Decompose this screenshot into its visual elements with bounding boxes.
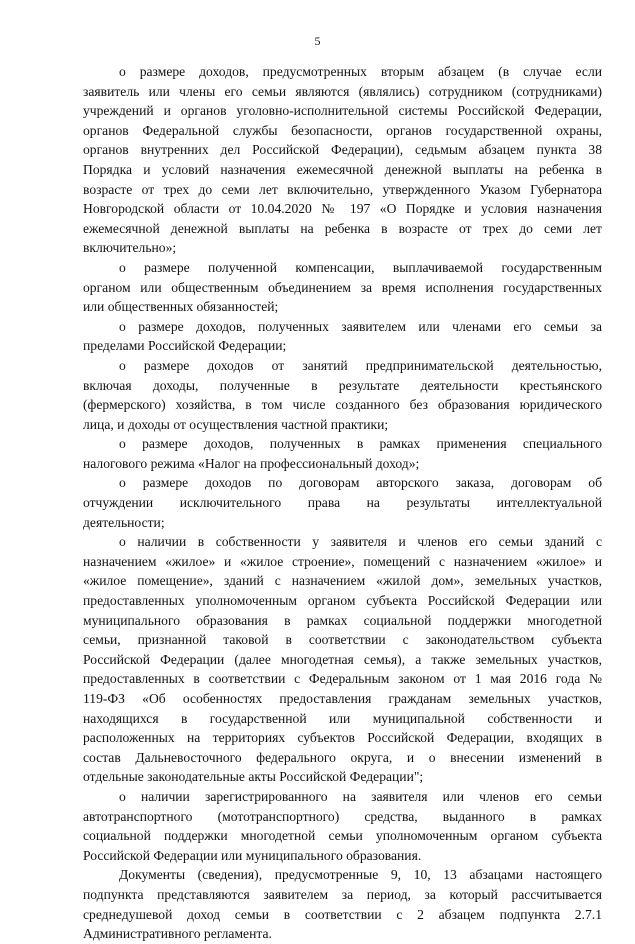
text-line: о размере доходов, полученных в рамках применения специального (119, 436, 602, 452)
text-line: учреждений и органов уголовно-исполнительной системы Российской Федерации, (83, 103, 602, 119)
page-number: 5 (314, 34, 321, 48)
paragraph (83, 473, 602, 532)
text-line: автотранспортного (мототранспортного) средства, выданного в рамках (83, 808, 602, 824)
text-line: (фермерского) хозяйства, в том числе созданного без образования юридического (83, 397, 602, 413)
text-line: о размере доходов от занятий предпринимательской деятельностью, (119, 357, 602, 373)
text-line: Новгородской области от 10.04.2020 № 197 «О Порядке и условия назначения (83, 201, 602, 217)
text-line: возрасте от трех до семи лет включительно, утвержденного Указом Губернатора (83, 181, 602, 197)
paragraph (83, 532, 602, 787)
paragraph (83, 62, 602, 258)
text-line: социальной поддержки многодетной семьи уполномоченным органом субъекта (83, 828, 602, 844)
text-line: отдельные законодательные акты Российской Федерации"; (83, 769, 424, 785)
paragraph (83, 317, 602, 356)
text-line: заявитель или члены его семьи являются (являлись) сотрудником (сотрудниками) (83, 83, 602, 99)
text-line: о размере доходов, предусмотренных вторым абзацем (в случае если (119, 64, 602, 79)
text-line: включительно»; (83, 240, 177, 256)
text-line: Порядка и условий назначения ежемесячной денежной выплаты на ребенка в (83, 161, 602, 177)
text-line: ежемесячной денежной выплаты на ребенка в возрасте от трех до семи лет (83, 220, 602, 236)
text-line: налогового режима «Налог на профессиональный доход»; (83, 455, 420, 471)
text-line: лица, и доходы от осуществления частной практики; (83, 416, 389, 432)
text-line: назначением «жилое» и «жилое строение», помещений с назначением «жилое» и (83, 553, 602, 569)
text-line: расположенных на территориях субъектов Российской Федерации, входящих в (83, 730, 602, 746)
text-line: пределами Российской Федерации; (83, 338, 287, 354)
text-line: о размере доходов по договорам авторского заказа, договорам об (119, 475, 602, 491)
text-line: отчуждении исключительного права на результаты интеллектуальной (83, 495, 602, 511)
text-line: органом или общественным объединением за время исполнения государственных (83, 279, 602, 295)
text-line: органов Федеральной службы безопасности, органов государственной охраны, (83, 122, 602, 138)
text-line: о наличии зарегистрированного на заявителя или членов его семьи (119, 788, 602, 804)
text-line: 119-ФЗ «Об особенностях предоставления гражданам земельных участков, (83, 691, 602, 706)
text-line: о размере полученной компенсации, выплачиваемой государственным (119, 259, 602, 275)
text-line: включая доходы, полученные в результате деятельности крестьянского (83, 377, 602, 393)
text-line: предоставленных в соответствии с Федеральным законом от 1 мая 2016 года № (83, 671, 602, 687)
text-line: Административного регламента. (83, 926, 272, 942)
text-line: органов внутренних дел Российской Федерации), седьмым абзацем пункта 38 (83, 142, 602, 158)
text-line: деятельности; (83, 514, 165, 530)
text-line: о наличии в собственности у заявителя и членов его семьи зданий с (119, 534, 602, 550)
text-line: муниципального образования в рамках социальной поддержки многодетной (83, 612, 602, 628)
text-line: или общественных обязанностей; (83, 299, 279, 315)
paragraph (83, 258, 602, 317)
text-line: предоставленных уполномоченным органом субъекта Российской Федерации или (83, 593, 602, 609)
text-line: состав Дальневосточного федерального округа, и о внесении изменений в (83, 749, 602, 765)
document-body (83, 62, 602, 944)
paragraph (83, 356, 602, 434)
text-line: находящихся в государственной или муниципальной собственности и (83, 710, 602, 726)
text-line: семьи, признанной таковой в соответствии с законодательством субъекта (83, 632, 602, 648)
paragraph (83, 434, 602, 473)
text-line: о размере доходов, полученных заявителем или членами его семьи за (119, 318, 602, 334)
text-line: среднедушевой доход семьи в соответствии с 2 абзацем подпункта 2.7.1 (83, 906, 602, 922)
text-line: подпункта представляются заявителем за период, за который рассчитывается (83, 886, 602, 902)
paragraph (83, 787, 602, 865)
text-line: Российской Федерации (далее многодетная семья), а также земельных участков, (83, 651, 602, 667)
text-line: «жилое помещение», зданий с назначением «жилой дом», земельных участков, (83, 573, 602, 589)
text-line: Российской Федерации или муниципального образования. (83, 847, 422, 863)
text-line: Документы (сведения), предусмотренные 9, 10, 13 абзацами настоящего (119, 867, 602, 883)
